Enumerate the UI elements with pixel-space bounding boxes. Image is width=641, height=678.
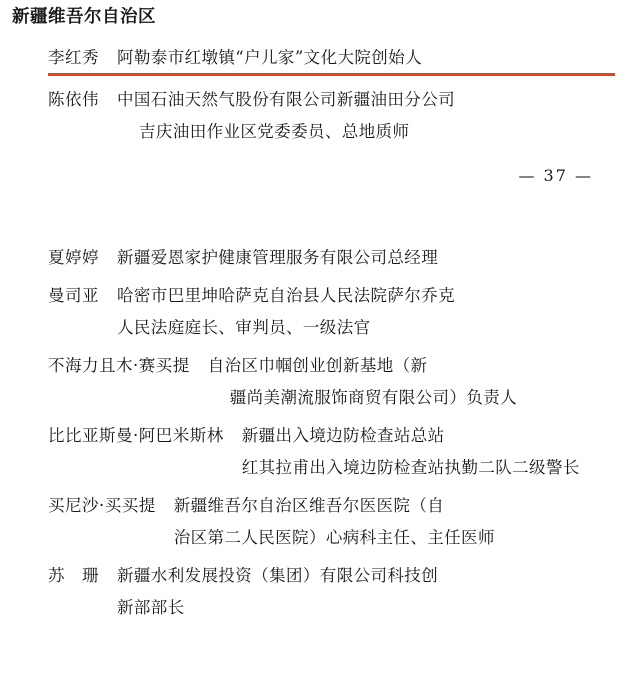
section-title: 新疆维吾尔自治区 [12,7,156,27]
entry-name: 李红秀 [48,48,99,67]
entry-description [117,84,623,148]
entry-line: 新疆水利发展投资（集团）有限公司科技创 [117,566,439,585]
entry-line: 新部部长 [117,598,185,617]
list-item [48,242,623,274]
entry-name: 陈依伟 [48,90,99,109]
entry-description: 新疆爱恩家护健康管理服务有限公司总经理 [117,248,439,267]
document-page [0,4,641,678]
entry-name: 曼司亚 [48,286,99,305]
red-underline-annotation [48,73,615,76]
entry-description [174,490,623,554]
entry-name: 买尼沙·买买提 [48,496,156,515]
entry-description [242,420,623,484]
entry-line: 红其拉甫出入境边防检查站执勤二队二级警长 [241,458,580,477]
entry-line: 吉庆油田作业区党委委员、总地质师 [139,122,410,141]
entry-line: 中国石油天然气股份有限公司新疆油田分公司 [117,90,455,109]
entry-name: 不海力且木·赛买提 [48,356,190,375]
list-item [48,84,623,148]
entry-line: 新疆出入境边防检查站总站 [241,426,445,445]
page-number: — 37 — [518,166,593,185]
entry-description [117,280,623,344]
entry-line: 哈密市巴里坤哈萨克自治县人民法院萨尔乔克 [117,286,455,305]
list-item [48,42,623,74]
list-item [48,490,623,554]
entry-line: 疆尚美潮流服饰商贸有限公司）负责人 [229,388,518,407]
entry-line: 人民法庭庭长、审判员、一级法官 [117,318,371,337]
list-item [48,280,623,344]
entry-line: 自治区巾帼创业创新基地（新 [207,356,428,375]
page-break-gap [48,190,623,232]
entry-name: 夏婷婷 [48,248,99,267]
list-item [48,350,623,414]
entry-description [117,560,623,624]
entry-line: 新疆维吾尔自治区维吾尔医医院（自 [173,496,445,515]
entry-line: 治区第二人民医院）心病科主任、主任医师 [173,528,495,547]
entry-description [208,350,623,414]
list-item [48,420,623,484]
entry-name: 苏 珊 [48,566,99,585]
entry-name: 比比亚斯曼·阿巴米斯林 [48,426,224,445]
entry-description: 阿勒泰市红墩镇“户儿家”文化大院创始人 [117,48,422,67]
list-item [48,560,623,624]
